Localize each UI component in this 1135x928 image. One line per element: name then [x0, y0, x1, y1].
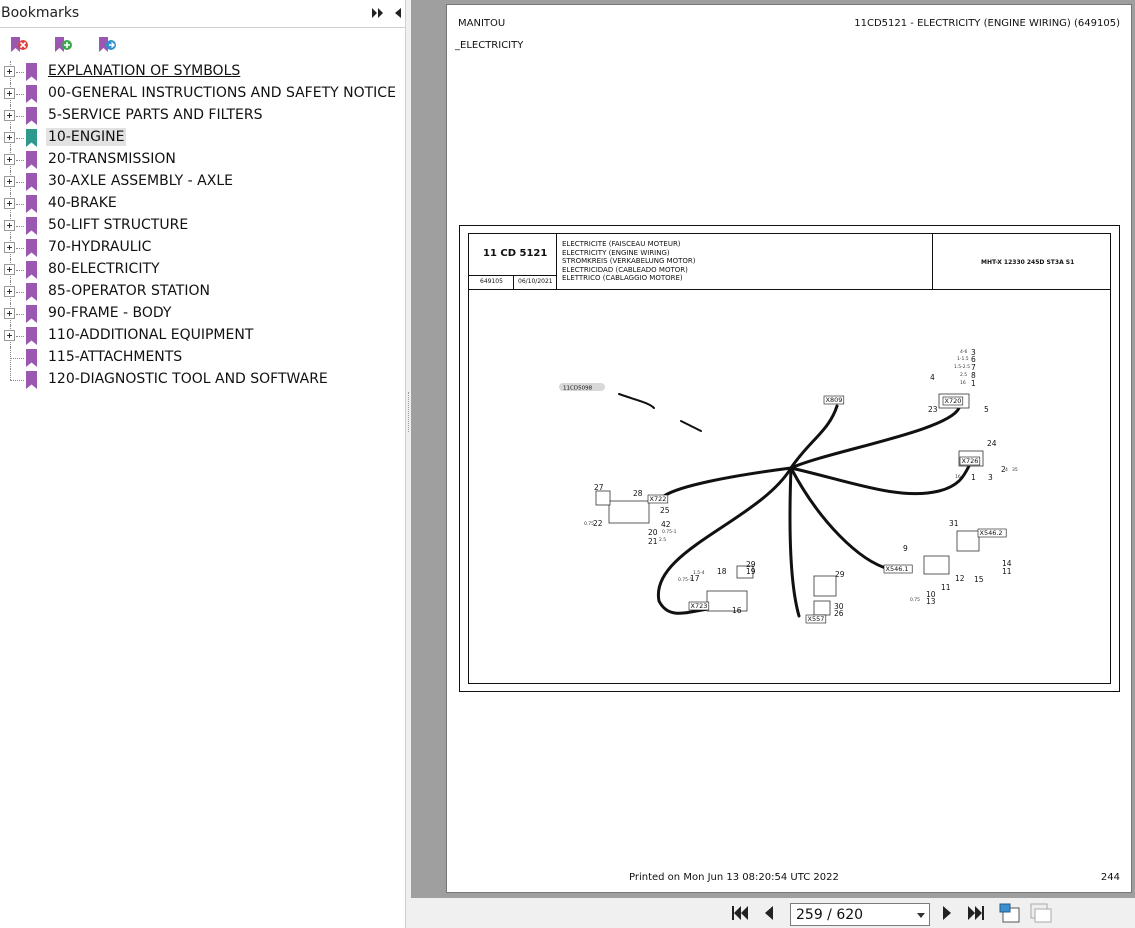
callout-number: 11 — [1002, 567, 1012, 576]
connector-label: X722 — [649, 495, 667, 503]
page-footer-number: 244 — [1100, 872, 1120, 883]
wire-gauge-label: 0.75 — [584, 522, 595, 527]
callout-number: 20 — [648, 528, 658, 537]
bookmark-item[interactable] — [0, 369, 406, 391]
page-navigation-bar — [411, 898, 1135, 928]
bookmark-label[interactable]: 85-OPERATOR STATION — [48, 283, 210, 299]
connector-label: X809 — [825, 396, 843, 404]
callout-number: 28 — [633, 489, 643, 498]
callout-number: 21 — [648, 537, 658, 546]
wire-gauge-label: 16 — [960, 381, 966, 386]
wiring-drawing — [459, 225, 1120, 692]
bookmark-label[interactable]: 70-HYDRAULIC — [48, 239, 152, 255]
bookmark-item[interactable] — [0, 127, 406, 149]
wire-gauge-label: 0.75-1 — [662, 530, 677, 535]
callout-number: 3 — [988, 473, 993, 482]
bookmark-label[interactable]: 50-LIFT STRUCTURE — [48, 217, 189, 233]
bookmark-label[interactable]: 00-GENERAL INSTRUCTIONS AND SAFETY NOTICE — [48, 85, 396, 101]
wiring-schematic — [469, 291, 1110, 684]
drawing-frame — [468, 233, 1111, 684]
bookmark-item[interactable] — [0, 105, 406, 127]
wire-gauge-label: 0.75-1 — [678, 578, 693, 583]
connector-label: X546.2 — [979, 529, 1003, 537]
bookmark-tree — [0, 61, 406, 391]
expand-toggle-icon[interactable] — [4, 154, 15, 165]
callout-number: 42 — [661, 520, 671, 529]
callout-number: 17 — [690, 574, 700, 583]
callout-number: 30 — [834, 602, 844, 611]
pdf-page — [446, 4, 1132, 893]
wire-gauge-label: 0.75 — [910, 598, 921, 603]
bookmark-label[interactable]: 90-FRAME - BODY — [48, 305, 172, 321]
collapse-panel-icon[interactable] — [391, 6, 403, 20]
bookmark-item[interactable] — [0, 347, 406, 369]
wire-gauge-label: 16 — [955, 475, 961, 480]
bookmark-label[interactable]: 30-AXLE ASSEMBLY - AXLE — [48, 173, 233, 189]
callout-number: 14 — [1002, 559, 1012, 568]
wire-gauge-label: 35 — [1012, 468, 1018, 473]
bookmark-icon — [25, 283, 38, 301]
wire-gauge-label: 1.5-2.5 — [954, 365, 970, 370]
drawing-titles — [562, 240, 696, 283]
bookmark-icon — [25, 107, 38, 125]
bookmark-icon — [25, 349, 38, 367]
bookmark-icon — [25, 305, 38, 323]
bookmark-item[interactable] — [0, 237, 406, 259]
callout-number: 31 — [949, 519, 959, 528]
wire-gauge-label: 1-1.5 — [957, 357, 969, 362]
bookmark-icon — [25, 261, 38, 279]
callout-number: 6 — [971, 355, 976, 364]
bookmark-label[interactable]: 10-ENGINE — [48, 129, 125, 145]
bookmark-icon — [25, 129, 38, 147]
bookmark-add-child-icon[interactable] — [96, 34, 118, 56]
title-de: STROMKREIS (VERKABELUNG MOTOR) — [562, 257, 696, 265]
callout-number: 10 — [926, 590, 936, 599]
expand-toggle-icon[interactable] — [4, 176, 15, 187]
bookmarks-panel — [0, 0, 406, 928]
title-block — [469, 234, 1110, 290]
page-header-right: 11CD5121 - ELECTRICITY (ENGINE WIRING) (649105) — [854, 18, 1120, 29]
callout-number: 19 — [746, 567, 756, 576]
connector-label: X723 — [690, 602, 708, 610]
expand-toggle-icon[interactable] — [4, 110, 15, 121]
bookmark-item[interactable] — [0, 215, 406, 237]
bookmark-label[interactable]: 80-ELECTRICITY — [48, 261, 160, 277]
page-selector[interactable] — [790, 903, 930, 926]
callout-number: 9 — [903, 544, 908, 553]
callout-number: 18 — [717, 567, 727, 576]
callout-number: 22 — [593, 519, 603, 528]
page-section: _ELECTRICITY — [455, 40, 524, 51]
callout-number: 8 — [971, 371, 976, 380]
page-section-label: ELECTRICITY — [460, 40, 524, 51]
bookmark-label[interactable]: 40-BRAKE — [48, 195, 117, 211]
first-page-icon[interactable] — [731, 905, 749, 921]
expand-toggle-icon[interactable] — [4, 132, 15, 143]
connector-label: X720 — [944, 397, 962, 405]
callout-number: 15 — [974, 575, 984, 584]
expand-toggle-icon[interactable] — [4, 264, 15, 275]
document-viewer[interactable] — [411, 0, 1135, 898]
drawing-model: MHT-X 12330 245D ST3A S1 — [981, 259, 1075, 266]
expand-toggle-icon[interactable] — [4, 66, 15, 77]
connector-label: X726 — [961, 457, 979, 465]
page-number-value[interactable]: 259 / 620 — [796, 907, 864, 923]
bookmark-icon — [25, 85, 38, 103]
bookmark-item[interactable] — [0, 171, 406, 193]
fit-page-icon[interactable] — [999, 903, 1021, 923]
ref-tag: 11CD5098 — [563, 385, 593, 392]
bookmarks-toolbar — [0, 30, 406, 58]
bookmark-label[interactable]: 120-DIAGNOSTIC TOOL AND SOFTWARE — [48, 371, 328, 387]
page-footer-printed: Printed on Mon Jun 13 08:20:54 UTC 2022 — [629, 872, 839, 883]
bookmark-item[interactable] — [0, 61, 406, 83]
bookmarks-header — [0, 0, 406, 28]
callout-number: 1 — [971, 473, 976, 482]
callout-number: 25 — [660, 506, 670, 515]
expand-toggle-icon[interactable] — [4, 308, 15, 319]
callout-number: 4 — [930, 373, 935, 382]
expand-panel-icon[interactable] — [371, 6, 385, 20]
expand-toggle-icon[interactable] — [4, 242, 15, 253]
expand-toggle-icon[interactable] — [4, 220, 15, 231]
expand-toggle-icon[interactable] — [4, 88, 15, 99]
bookmark-item[interactable] — [0, 149, 406, 171]
connector-label: X546.1 — [885, 565, 909, 573]
callout-number: 26 — [834, 609, 844, 618]
bookmark-icon — [25, 239, 38, 257]
title-en: ELECTRICITY (ENGINE WIRING) — [562, 248, 670, 257]
bookmark-item[interactable] — [0, 259, 406, 281]
callout-number: 1 — [971, 379, 976, 388]
drawing-code: 11 CD 5121 — [483, 248, 548, 259]
wire-gauge-label: 1.5-4 — [693, 571, 705, 576]
bookmark-item[interactable] — [0, 83, 406, 105]
connector-label: X557 — [807, 615, 825, 623]
callout-number: 2 — [1001, 465, 1006, 474]
bookmark-item[interactable] — [0, 281, 406, 303]
callout-number: 29 — [746, 560, 756, 569]
wire-gauge-label: 2.5 — [960, 373, 968, 378]
bookmark-icon — [25, 151, 38, 169]
callout-number: 24 — [987, 439, 997, 448]
callout-number: 23 — [928, 405, 938, 414]
bookmark-icon — [25, 63, 38, 81]
callout-number: 12 — [955, 574, 965, 583]
callout-number: 3 — [971, 348, 976, 357]
drawing-ref: 649105 — [480, 278, 503, 285]
title-fr: ELECTRICITE (FAISCEAU MOTEUR) — [562, 240, 681, 248]
bookmark-item[interactable] — [0, 325, 406, 347]
bookmark-delete-icon[interactable] — [8, 34, 30, 56]
bookmark-icon — [25, 371, 38, 389]
bookmark-item[interactable] — [0, 193, 406, 215]
callout-number: 16 — [732, 606, 742, 615]
next-page-icon[interactable] — [941, 905, 953, 921]
callout-number: 11 — [941, 583, 951, 592]
page-header-left: MANITOU — [458, 18, 506, 29]
callout-number: 29 — [835, 570, 845, 579]
bookmarks-title: Bookmarks — [1, 5, 80, 21]
bookmark-label[interactable]: 115-ATTACHMENTS — [48, 349, 183, 365]
expand-toggle-icon[interactable] — [4, 198, 15, 209]
fit-width-icon[interactable] — [1030, 903, 1052, 923]
bookmark-icon — [25, 217, 38, 235]
bookmark-label[interactable]: 110-ADDITIONAL EQUIPMENT — [48, 327, 254, 343]
bookmark-icon — [25, 327, 38, 345]
previous-page-icon[interactable] — [763, 905, 775, 921]
expand-toggle-icon[interactable] — [4, 286, 15, 297]
wire-gauge-label: 4 — [1005, 468, 1008, 473]
bookmark-add-icon[interactable] — [52, 34, 74, 56]
bookmark-label[interactable]: EXPLANATION OF SYMBOLS — [48, 63, 241, 79]
bookmark-item[interactable] — [0, 303, 406, 325]
drawing-date: 06/10/2021 — [518, 278, 553, 285]
title-es: ELECTRICIDAD (CABLEADO MOTOR) — [562, 265, 688, 274]
title-it: ELETTRICO (CABLAGGIO MOTORE) — [562, 274, 683, 282]
callout-number: 13 — [926, 597, 936, 606]
callout-number: 5 — [984, 405, 989, 414]
wire-gauge-label: 2.5 — [659, 538, 667, 543]
bookmark-icon — [25, 173, 38, 191]
callout-number: 27 — [594, 483, 604, 492]
wire-gauge-label: 4-6 — [960, 350, 968, 355]
bookmark-label[interactable]: 5-SERVICE PARTS AND FILTERS — [48, 107, 263, 123]
callout-number: 7 — [971, 363, 976, 372]
expand-toggle-icon[interactable] — [4, 330, 15, 341]
bookmark-label[interactable]: 20-TRANSMISSION — [48, 151, 176, 167]
bookmark-icon — [25, 195, 38, 213]
chevron-down-icon[interactable] — [917, 913, 925, 918]
last-page-icon[interactable] — [967, 905, 985, 921]
